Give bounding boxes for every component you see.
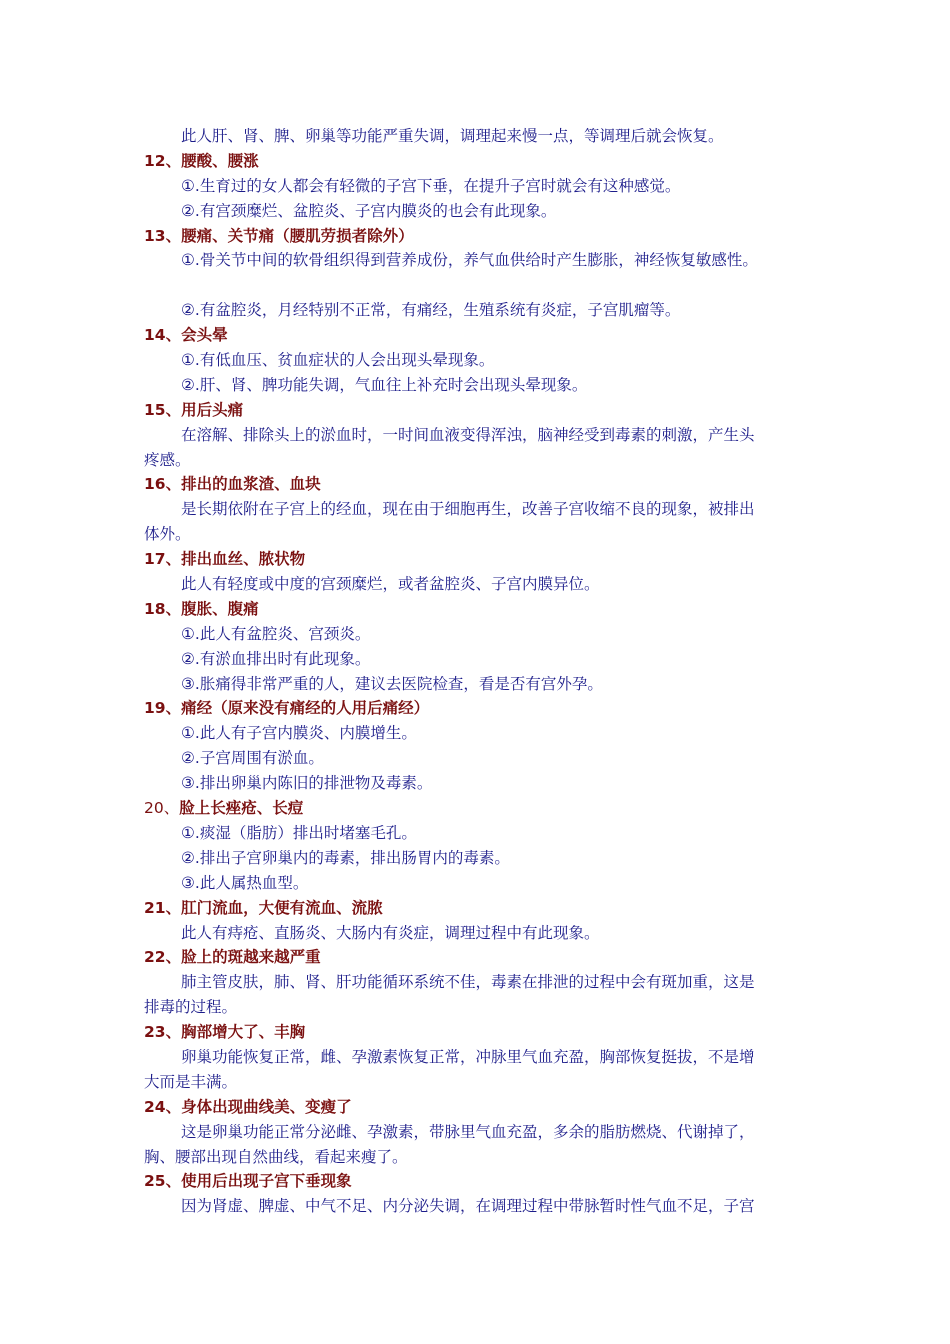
section-heading (144, 945, 804, 970)
section-title: 肛门流血，大便有流血、流脓 (181, 898, 383, 917)
section-heading (144, 398, 804, 423)
body-line: ②.有宫颈糜烂、盆腔炎、子宫内膜炎的也会有此现象。 (181, 201, 557, 220)
body-line: 因为肾虚、脾虚、中气不足、内分泌失调，在调理过程中带脉暂时性气血不足，子宫 (181, 1197, 755, 1216)
section-title: 腹胀、腹痛 (181, 599, 259, 618)
section-title: 腰痛、关节痛（腰肌劳损者除外） (181, 226, 414, 245)
body-line: 排毒的过程。 (144, 998, 238, 1017)
section-heading (144, 597, 804, 622)
section-heading (144, 547, 804, 572)
body-line: ①.此人有盆腔炎、宫颈炎。 (181, 624, 371, 643)
section-heading (144, 149, 804, 174)
body-line: ②.肝、肾、脾功能失调，气血往上补充时会出现头晕现象。 (181, 375, 588, 394)
section-number: 16、 (144, 475, 182, 494)
section-title: 脸上的斑越来越严重 (181, 948, 321, 967)
section-heading (144, 224, 804, 249)
section-heading (144, 323, 804, 348)
body-line: 肺主管皮肤，肺、肾、肝功能循环系统不佳，毒素在排泄的过程中会有斑加重，这是 (181, 973, 755, 992)
section-number: 23、 (144, 1023, 182, 1042)
body-line: ①.骨关节中间的软骨组织得到营养成份，养气血供给时产生膨胀，神经恢复敏感性。 (181, 251, 758, 270)
section-number: 15、 (144, 400, 182, 419)
body-line: 大而是丰满。 (144, 1072, 238, 1091)
section-heading (144, 1095, 804, 1120)
section-number: 22、 (144, 948, 182, 967)
section-number: 25、 (144, 1172, 182, 1191)
section-number: 24、 (144, 1097, 182, 1116)
body-line: ③.此人属热血型。 (181, 873, 309, 892)
section-number: 21、 (144, 898, 182, 917)
section-title: 胸部增大了、丰胸 (181, 1023, 306, 1042)
body-line: ③.胀痛得非常严重的人，建议去医院检查，看是否有宫外孕。 (181, 674, 603, 693)
section-title: 痛经（原来没有痛经的人用后痛经） (181, 699, 430, 718)
section-heading (144, 1020, 804, 1045)
body-line: 体外。 (144, 525, 191, 544)
body-line: 此人有痔疮、直肠炎、大肠内有炎症，调理过程中有此现象。 (181, 923, 600, 942)
body-line: ②.有淤血排出时有此现象。 (181, 649, 371, 668)
section-number: 17、 (144, 550, 182, 569)
section-title: 腰酸、腰涨 (181, 151, 259, 170)
section-number: 20、 (144, 799, 180, 818)
body-line: 卵巢功能恢复正常，雌、孕激素恢复正常，冲脉里气血充盈，胸部恢复挺拔，不是增 (181, 1047, 755, 1066)
body-line: ①.此人有子宫内膜炎、内膜增生。 (181, 724, 417, 743)
body-line: 疼感。 (144, 450, 191, 469)
section-title: 身体出现曲线美、变瘦了 (181, 1097, 352, 1116)
section-number: 12、 (144, 151, 182, 170)
body-line: 胸、腰部出现自然曲线，看起来瘦了。 (144, 1147, 408, 1166)
body-line: 是长期依附在子宫上的经血，现在由于细胞再生，改善子宫收缩不良的现象，被排出 (181, 500, 755, 519)
section-title: 会头晕 (181, 326, 228, 345)
body-line: 在溶解、排除头上的淤血时，一时间血液变得浑浊，脑神经受到毒素的刺激，产生头 (181, 425, 755, 444)
body-line: ②.子宫周围有淤血。 (181, 749, 324, 768)
body-line: ③.排出卵巢内陈旧的排泄物及毒素。 (181, 774, 433, 793)
section-heading (144, 896, 804, 921)
body-line: ②.排出子宫卵巢内的毒素，排出肠胃内的毒素。 (181, 848, 510, 867)
body-line: ②.有盆腔炎，月经特别不正常，有痛经，生殖系统有炎症，子宫肌瘤等。 (181, 301, 681, 320)
section-heading (144, 472, 804, 497)
section-title: 脸上长痤疮、长痘 (179, 799, 304, 818)
body-line: ①.生育过的女人都会有轻微的子宫下垂，在提升子宫时就会有这种感觉。 (181, 176, 681, 195)
section-heading (144, 1169, 804, 1194)
section-number: 19、 (144, 699, 182, 718)
body-line: 此人肝、肾、脾、卵巢等功能严重失调，调理起来慢一点，等调理后就会恢复。 (181, 127, 724, 145)
section-heading (144, 796, 804, 821)
body-line: 此人有轻度或中度的宫颈糜烂，或者盆腔炎、子宫内膜异位。 (181, 575, 600, 594)
document-body (144, 124, 804, 1219)
body-line: ①.痰湿（脂肪）排出时堵塞毛孔。 (181, 823, 417, 842)
section-number: 18、 (144, 599, 182, 618)
body-line: ①.有低血压、贫血症状的人会出现头晕现象。 (181, 351, 495, 370)
section-number: 14、 (144, 326, 182, 345)
section-number: 13、 (144, 226, 182, 245)
section-heading (144, 696, 804, 721)
section-title: 排出的血浆渣、血块 (181, 475, 321, 494)
section-title: 使用后出现子宫下垂现象 (181, 1172, 352, 1191)
section-title: 用后头痛 (181, 400, 244, 419)
body-line: 这是卵巢功能正常分泌雌、孕激素，带脉里气血充盈，多余的脂肪燃烧、代谢掉了， (181, 1122, 755, 1141)
section-title: 排出血丝、脓状物 (181, 550, 306, 569)
blank-line (144, 273, 804, 298)
